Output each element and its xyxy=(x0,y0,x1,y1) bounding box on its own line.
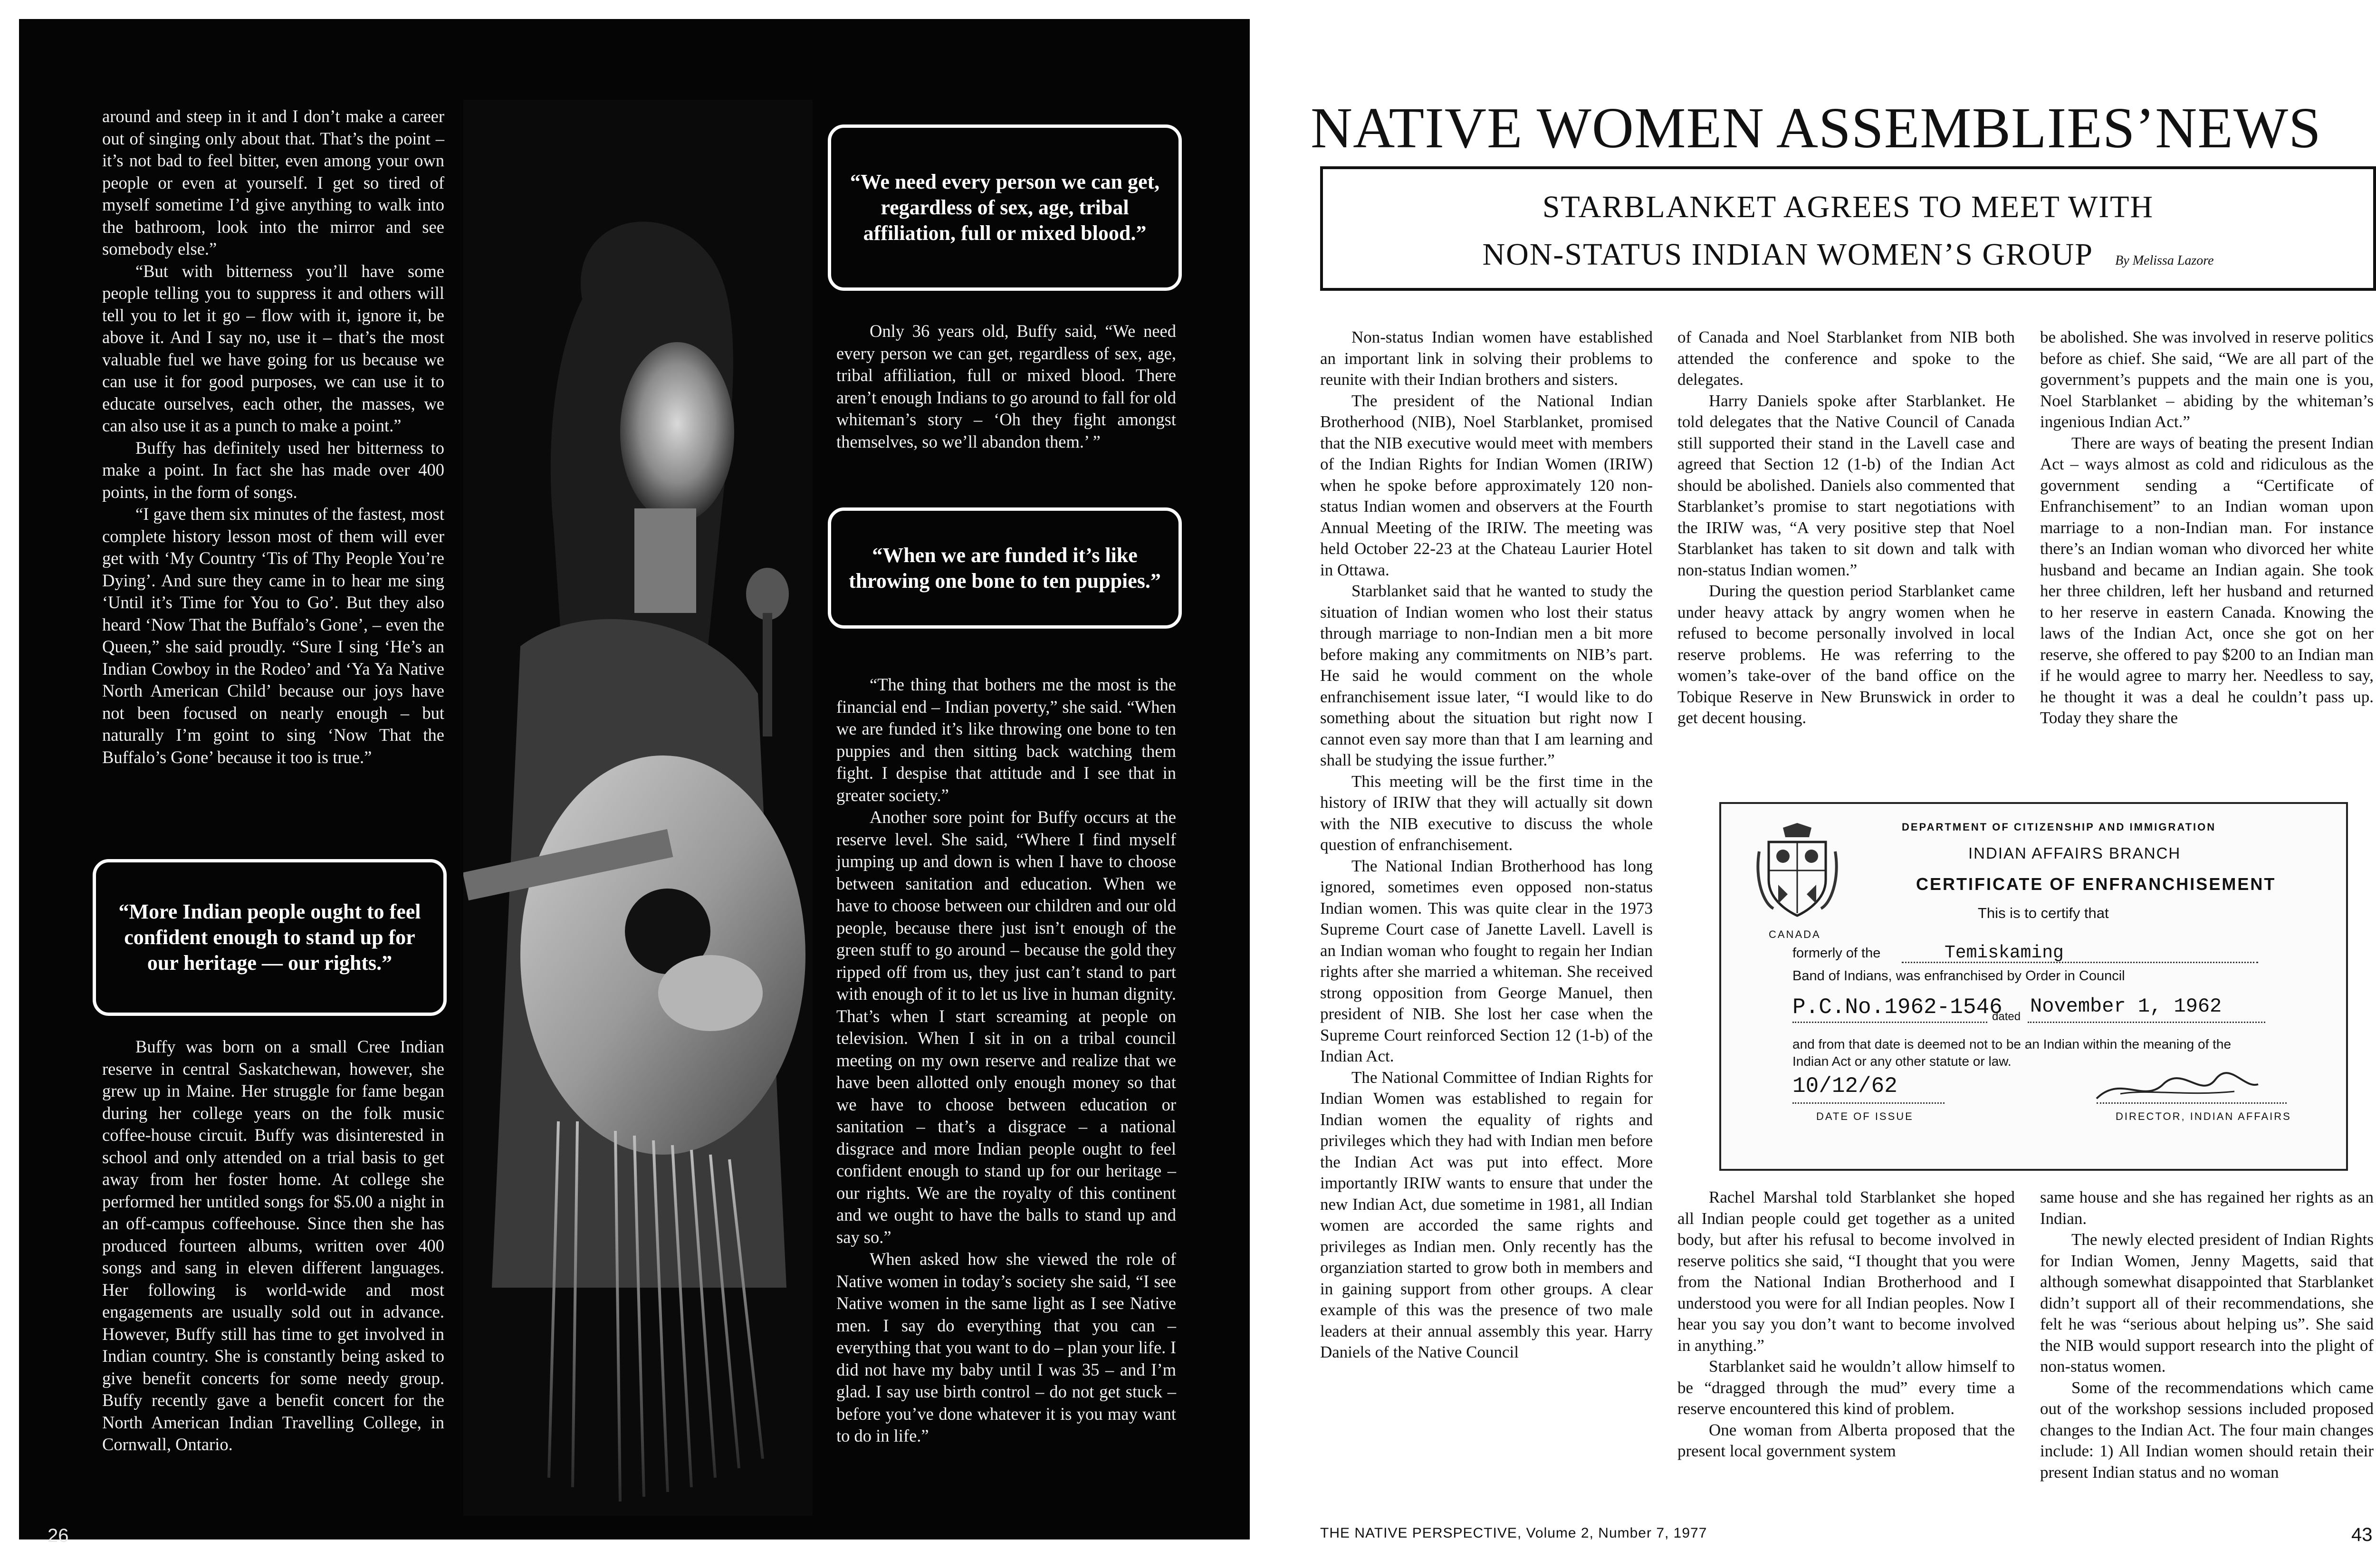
singer-photo-illustration xyxy=(463,100,813,1516)
paragraph: One woman from Alberta proposed that the present local government system xyxy=(1677,1420,2015,1460)
paragraph: Buffy was born on a small Cree Indian reserve in central Saskatchewan, however, she grew up in Maine. Her struggle for fame began during her college years on the folk music coffee-house circuit. Buffy was disinterested in school and only attended on a trial basis to get away from her foster home. At college she performed her untitled songs for $5.00 a night in an off-campus coffeehouse. Since then she has produced fourteen albums, written over 400 songs and sang in eleven different languages. Her following is world-wide and most engagements are usually sold out in advance. However, Buffy still has time to get involved in Indian country. She is constantly being asked to give benefit concerts for some needy group. Buffy recently gave a benefit concert for the North American Indian Travelling College, in Cornwall, Ontario. xyxy=(102,1037,444,1454)
pull-quote-heritage xyxy=(93,859,447,1016)
paragraph: There are ways of beating the present Indian Act – ways almost as cold and ridiculous as the government sending a “Certificate of Enfranchisement” to an Indian woman upon marriage to a non-Indian man. For instance there’s an Indian woman who divorced her white husband and became an Indian again. She took her three children, left her husband and returned to her reserve in eastern Canada. Knowing the laws of the Indian Act, once she got on her reserve, she offered to pay $200 to an Indian man if he would agree to marry her. Needless to say, he thought it was a deal he couldn’t pass up. Today they share the xyxy=(2040,433,2374,727)
cert-date-of-issue-label: DATE OF ISSUE xyxy=(1816,1110,1914,1122)
paragraph: Starblanket said that he wanted to study the situation of Indian women who lost their status through marriage to non-Indian men a bit more before making any commitments on NIB’s part. He said he would comment on the whole enfranchisement issue later, “I would like to do something about the situation but right now I cannot even say more than that I am learning and shall be studying the issue further.” xyxy=(1320,582,1653,769)
pull-quote-one-bone-text: “When we are funded it’s like throwing one bone to ten puppies.” xyxy=(849,543,1161,593)
paragraph: around and steep in it and I don’t make a career out of singing only about that. That’s the point – it’s not bad to feel bitter, even among your own people or even at yourself. I get so tired of myself sometime I’d give anything to walk into the bathroom, look into the mirror and see somebody else.” xyxy=(102,106,444,258)
cert-formerly-row xyxy=(1792,943,2268,968)
headline-line-1: STARBLANKET AGREES TO MEET WITH xyxy=(1542,190,2154,224)
footer-publication: THE NATIVE PERSPECTIVE, Volume 2, Number 7, 1977 xyxy=(1320,1525,1707,1541)
paragraph: When asked how she viewed the role of Native women in today’s society she said, “I see Native women in the same light as I see Native men. I say do everything that you can – everything that you want to do – plan your life. I did not have my baby until I was 35 – and I’m glad. I say use birth control – do not get stuck – before you’ve done whatever it is you may want to do in life.” xyxy=(836,1249,1176,1445)
right-page-number: 43 xyxy=(2351,1524,2373,1545)
paragraph: “I gave them six minutes of the fastest, most complete history lesson most of them will ever get with ‘My Country ‘Tis of Thy People You’re Dying’. And sure they came in to hear me sing ‘Until it’s Time for You to Go’. But they also heard ‘Now That the Buffalo’s Gone’, – even the Queen,” she said proudly. “Sure I sing ‘He’s an Indian Cowboy in the Rodeo’ and ‘Ya Ya Native North American Child’ because our joys have not been focused on nearly enough – but naturally I’m goint to sing ‘Now That the Buffalo’s Gone’ because it too is true.” xyxy=(102,504,444,767)
article-column-3-bottom xyxy=(2040,1187,2374,1483)
canada-crest-icon xyxy=(1754,823,1840,927)
cert-dated-label: dated xyxy=(1992,1010,2021,1023)
paragraph: The National Indian Brotherhood has long ignored, sometimes even opposed non-status Indian women. This was quite clear in the 1973 Supreme Court case of Janette Lavell. Lavell is an Indian woman who fought to regain her Indian rights after she married a whiteman. She received strong opposition from George Manuel, then president of NIB. She lost her case when the Supreme Court reinforced Section 12 (1-b) of the Indian Act. xyxy=(1320,856,1653,1065)
paragraph: During the question period Starblanket came under heavy attack by angry women when he refused to become personally involved in local reserve problems. He was referring to the women’s take-over of the band office on the Tobique Reserve in New Brunswick in order to get decent housing. xyxy=(1677,582,2015,727)
crest-label: CANADA xyxy=(1769,928,1821,940)
paragraph: same house and she has regained her rights as an Indian. xyxy=(2040,1188,2374,1228)
cert-certify: This is to certify that xyxy=(1978,905,2109,921)
paragraph: Some of the recommendations which came out of the workshop sessions included proposed changes to the Indian Act. The four main changes include: 1) All Indian women should retain their present Indian status and no woman xyxy=(2040,1378,2374,1482)
paragraph: Non-status Indian women have established an important link in solving their problems to reunite with their Indian brothers and sisters. xyxy=(1320,328,1653,389)
pull-quote-one-bone xyxy=(828,507,1182,629)
pull-quote-heritage-text: “More Indian people ought to feel confident enough to stand up for our heritage — our rights.” xyxy=(118,900,421,975)
paragraph: “But with bitterness you’ll have some people telling you to suppress it and others will tell you to let it go – flow with it, ignore it, be above it. And I say no, use it – that’s the most valuable fuel we have going for us because we can use it for good purposes, we can use it to educate ourselves, each other, the masses, we can also use it as a punch to make a point.” xyxy=(102,261,444,435)
pull-quote-every-person-text: “We need every person we can get, regardless of sex, age, tribal affiliation, full or mixed blood.” xyxy=(850,170,1160,245)
paragraph: of Canada and Noel Starblanket from NIB both attended the conference and spoke to the delegates. xyxy=(1677,328,2015,389)
cert-order-row xyxy=(1792,990,2315,1033)
cert-branch: INDIAN AFFAIRS BRANCH xyxy=(1968,844,2181,862)
left-column-3-text-b xyxy=(836,674,1176,1447)
byline: By Melissa Lazore xyxy=(2115,253,2214,268)
cert-pc-value: P.C.No.1962-1546 xyxy=(1792,995,2002,1020)
article-column-2-bottom xyxy=(1677,1187,2015,1462)
left-column-3-text-a xyxy=(836,320,1176,453)
article-column-3-top xyxy=(2040,327,2374,729)
paragraph: Starblanket said he wouldn’t allow himself to be “dragged through the mud” every time a reserve encountered this kind of problem. xyxy=(1677,1357,2015,1418)
cert-department: DEPARTMENT OF CITIZENSHIP AND IMMIGRATION xyxy=(1902,821,2216,833)
headline-box xyxy=(1320,166,2376,291)
cert-title: CERTIFICATE OF ENFRANCHISEMENT xyxy=(1916,874,2276,894)
paragraph: Rachel Marshal told Starblanket she hoped all Indian people could get together as a united body, but after his refusal to become involved in reserve politics she said, “I thought that you were from the National Indian Brotherhood and I understood you were for all Indian peoples. Now I hear you say you don’t want to become involved in anything.” xyxy=(1677,1188,2015,1355)
paragraph: The National Committee of Indian Rights for Indian Women was established to regain for Indian women the equality of rights and privileges which they had with Indian men before the Indian Act was put into effect. More importantly IRIW wants to ensure that under the new Indian Act, due sometime in 1981, all Indian women are accorded the same rights and privileges as Indian men. Only recently has the organziation started to grow both in members and in gaining support from other groups. A clear example of this was the presence of two male leaders at their annual assembly this year. Harry Daniels of the Native Council xyxy=(1320,1068,1653,1361)
cert-director-line xyxy=(2097,1102,2287,1104)
cert-band-line: Band of Indians, was enfranchised by Order in Council xyxy=(1792,968,2125,984)
paragraph: This meeting will be the first time in the history of IRIW that they will actually sit down with the NIB executive to discuss the whole question of enfranchisement. xyxy=(1320,772,1653,854)
cert-band-value: Temiskaming xyxy=(1945,943,2064,963)
headline-line-2-wrap xyxy=(1323,233,2373,282)
cert-deemed-line: and from that date is deemed not to be an Indian within the meaning of the Indian Act or any other statute or law. xyxy=(1792,1037,2232,1069)
paragraph: Harry Daniels spoke after Starblanket. He told delegates that the Native Council of Canada still supported their stand in the Lavell case and agreed that Section 12 (1-b) of the Indian Act should be abolished. Daniels also commented that Starblanket’s promise to start negotiations with the IRIW was, “A very positive step that Noel Starblanket has taken to sit down and talk with non-status Indian women.” xyxy=(1677,391,2015,579)
cert-issue-value: 10/12/62 xyxy=(1792,1074,1897,1099)
cert-director-label: DIRECTOR, INDIAN AFFAIRS xyxy=(2116,1110,2291,1122)
paragraph: Only 36 years old, Buffy said, “We need every person we can get, regardless of sex, age, tribal affiliation, full or mixed blood. There aren’t enough Indians to go around to fall for old whiteman’s story – ‘Oh they fight amongst themselves, so we’ll abandon them.’ ” xyxy=(836,321,1176,451)
left-column-1-top-text xyxy=(102,105,444,768)
photo-buffy-sainte-marie-guitar xyxy=(463,100,813,1516)
left-page-number: 26 xyxy=(48,1525,69,1546)
pull-quote-every-person xyxy=(828,124,1182,291)
paragraph: Another sore point for Buffy occurs at the reserve level. She said, “Where I find myself jumping up and down is when I have to choose between sanitation and education. When we have to choose between our children and our old people, because there just isn’t enough of the green stuff to go around – because the gold they ripped off from us, they just can’t stand to part with enough of it to let us live in human dignity. That’s when I start screaming at people on television. When I sit in on a tribal council meeting on my own reserve and realize that we have been allotted only enough money so that we have to choose between education or sanitation – that’s a disgrace – a national disgrace and more Indian people ought to feel confident enough to stand up for our heritage – our rights. We are the royalty of this continent and we ought to have the balls to stand up and say so.” xyxy=(836,807,1176,1247)
left-column-1-bottom-text xyxy=(102,1036,444,1456)
article-column-1 xyxy=(1320,327,1653,1363)
cert-issue-line xyxy=(1792,1102,1945,1104)
paragraph: The newly elected president of Indian Rights for Indian Women, Jenny Magetts, said that although somewhat disappointed that Starblanket didn’t support all of their recommendations, she felt he was “serious about helping us”. She said the NIB would support research into the plight of non-status women. xyxy=(2040,1230,2374,1376)
paragraph: “The thing that bothers me the most is the financial end – Indian poverty,” she said. “When we are funded it’s like throwing one bone to ten puppies and then sitting back watching them fight. I despise that attitude and I see that in greater society.” xyxy=(836,675,1176,805)
paragraph: Buffy has definitely used her bitterness to make a point. In fact she has made over 400 points, in the form of songs. xyxy=(102,438,444,502)
certificate-of-enfranchisement xyxy=(1719,802,2348,1171)
headline-line-2: NON-STATUS INDIAN WOMEN’S GROUP xyxy=(1482,237,2092,272)
paragraph: The president of the National Indian Brotherhood (NIB), Noel Starblanket, promised that the NIB executive would meet with members of the Indian Rights for Indian Women (IRIW) when he spoke before approximately 120 non-status Indian women and observers at the Fourth Annual Meeting of the IRIW. The meeting was held October 22-23 at the Chateau Laurier Hotel in Ottawa. xyxy=(1320,391,1653,579)
masthead-native-women-assemblies-news: NATIVE WOMEN ASSEMBLIES’NEWS xyxy=(1311,96,2321,160)
cert-formerly-label: formerly of the xyxy=(1792,946,1881,961)
cert-date-value: November 1, 1962 xyxy=(2030,995,2222,1018)
paragraph: be abolished. She was involved in reserve politics before as chief. She said, “We are all part of the government’s puppets and the main one is you, Noel Starblanket – abiding by the whiteman’s ingenious Indian Act.” xyxy=(2040,328,2374,431)
article-column-2-top xyxy=(1677,327,2015,729)
